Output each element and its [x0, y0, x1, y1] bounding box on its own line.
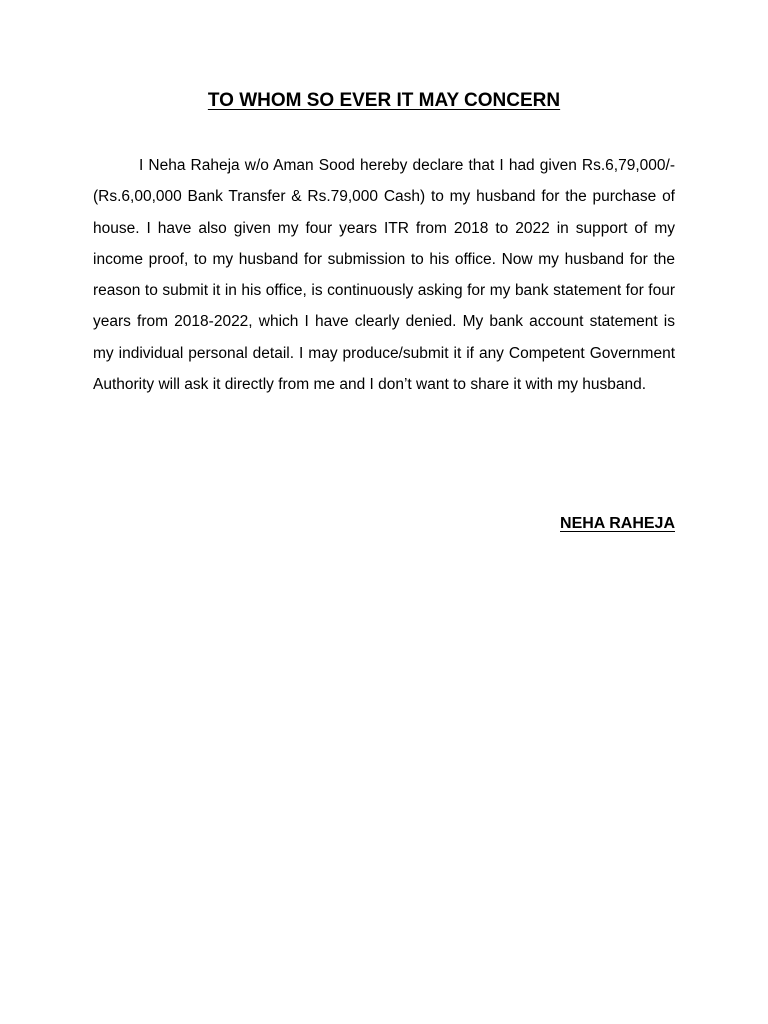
page-title [0, 88, 768, 114]
declaration-paragraph: I Neha Raheja w/o Aman Sood hereby declare that I had given Rs.6,79,000/- (Rs.6,00,000 Bank Transfer & Rs.79,000 Cash) to my husband for the purchase of house. I have also given my four years ITR from 2018 to 2022 in support of my income proof, to my husband for submission to his office. Now my husband for the reason to submit it in his office, is continuously asking for my bank statement for four years from 2018-2022, which I have clearly denied. My bank account statement is my individual personal detail. I may produce/submit it if any Competent Government Authority will ask it directly from me and I don’t want to share it with my husband. [93, 157, 675, 394]
signature-name: NEHA RAHEJA [560, 515, 675, 532]
page-title-text: TO WHOM SO EVER IT MAY CONCERN [207, 90, 561, 111]
